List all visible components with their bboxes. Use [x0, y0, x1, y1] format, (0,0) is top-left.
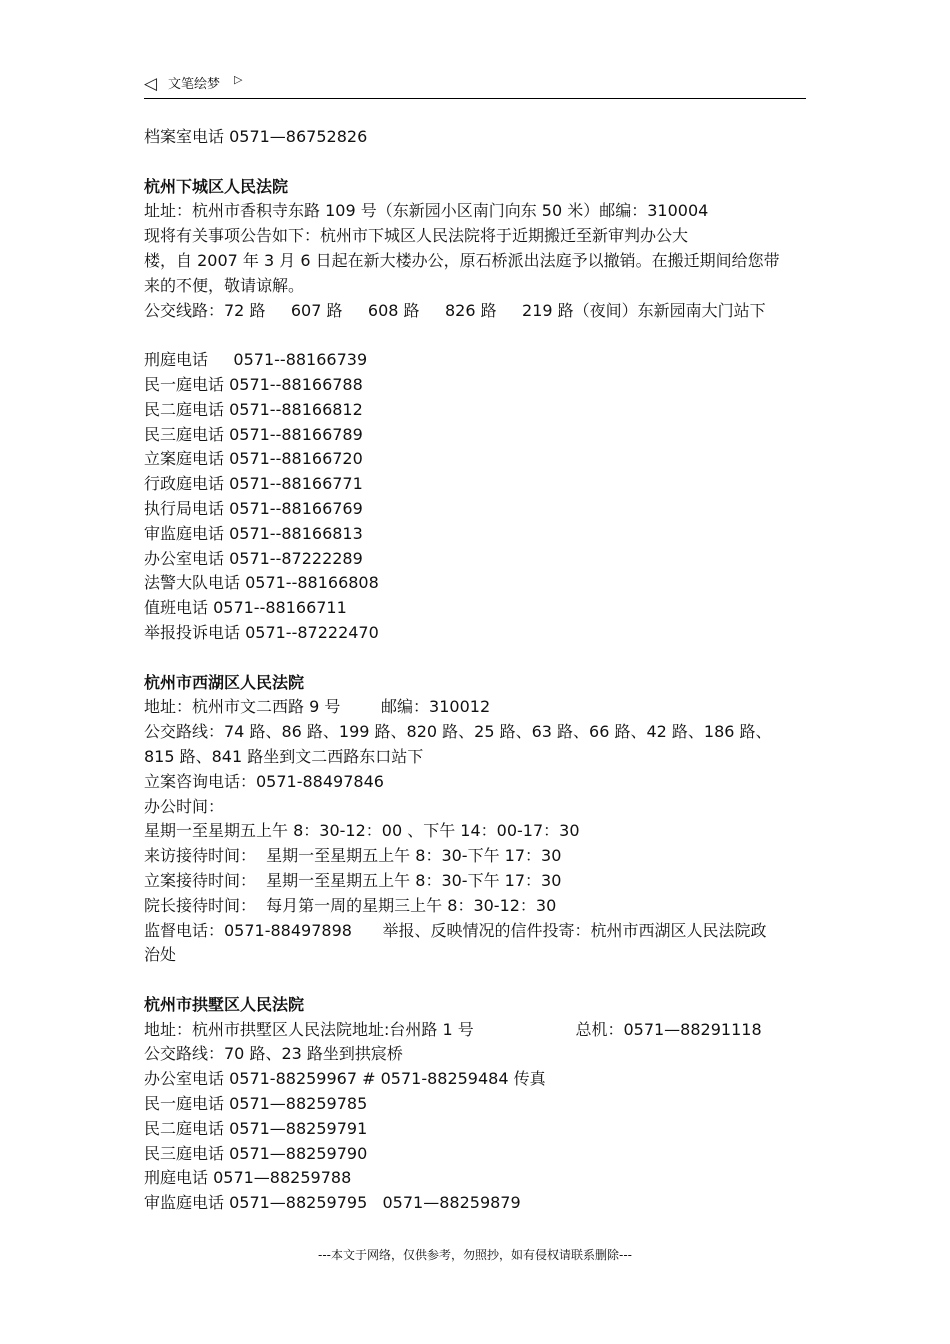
- text-line: 民三庭电话 0571—88259790: [144, 1143, 368, 1163]
- left-triangle-icon: ◁: [144, 74, 158, 94]
- text-line: 地址：杭州市文二西路 9 号 邮编：310012: [144, 697, 491, 717]
- text-line: 星期一至星期五上午 8：30-12：00 、下午 14：00-17：30: [144, 821, 580, 841]
- text-line: 立案接待时间： 星期一至星期五上午 8：30-下午 17：30: [144, 870, 562, 890]
- header-title: 文笔绘梦: [168, 77, 221, 92]
- section-heading: 杭州市拱墅区人民法院: [144, 994, 305, 1014]
- text-line: 公交路线：70 路、23 路坐到拱宸桥: [144, 1044, 403, 1064]
- text-line: 民三庭电话 0571--88166789: [144, 424, 363, 444]
- text-line: 刑庭电话 0571—88259788: [144, 1168, 352, 1188]
- blank-line: [144, 323, 824, 348]
- text-line: 举报投诉电话 0571--87222470: [144, 622, 379, 642]
- text-line: 立案咨询电话：0571-88497846: [144, 771, 384, 791]
- text-line: 法警大队电话 0571--88166808: [144, 573, 379, 593]
- text-line: 址址：杭州市香积寺东路 109 号（东新园小区南门向东 50 米）邮编：310004: [144, 201, 709, 221]
- text-line: 公交线路：72 路 607 路 608 路 826 路 219 路（夜间）东新园南大门站下: [144, 300, 766, 320]
- text-line: 815 路、841 路坐到文二西路东口站下: [144, 746, 424, 766]
- text-line: 民二庭电话 0571--88166812: [144, 399, 363, 419]
- footer-disclaimer: ---本文于网络，仅供参考，勿照抄，如有侵权请联系删除---: [318, 1248, 632, 1262]
- blank-line: [144, 646, 824, 671]
- text-line: 审监庭电话 0571—88259795 0571—88259879: [144, 1193, 521, 1213]
- text-line: 监督电话：0571-88497898 举报、反映情况的信件投寄：杭州市西湖区人民法院政: [144, 920, 767, 940]
- section-heading: 杭州下城区人民法院: [144, 176, 289, 196]
- text-line: 民一庭电话 0571--88166788: [144, 374, 363, 394]
- text-line: 执行局电话 0571--88166769: [144, 498, 363, 518]
- text-line: 档案室电话 0571—86752826: [144, 127, 368, 146]
- text-line: 民二庭电话 0571—88259791: [144, 1118, 368, 1138]
- blank-line: [144, 968, 824, 993]
- text-line: 办公时间：: [144, 796, 225, 816]
- text-line: 治处: [144, 945, 177, 965]
- text-line: 来的不便，敬请谅解。: [144, 275, 305, 295]
- text-line: 立案庭电话 0571--88166720: [144, 449, 363, 469]
- page-header: [144, 72, 806, 99]
- text-line: 办公室电话 0571--87222289: [144, 548, 363, 568]
- text-line: 地址：杭州市拱墅区人民法院地址:台州路 1 号 总机：0571—88291118: [144, 1019, 762, 1039]
- text-line: 值班电话 0571--88166711: [144, 598, 347, 618]
- section-heading: 杭州市西湖区人民法院: [144, 672, 305, 692]
- text-line: 院长接待时间： 每月第一周的星期三上午 8：30-12：30: [144, 895, 557, 915]
- text-line: 办公室电话 0571-88259967 # 0571-88259484 传真: [144, 1069, 546, 1089]
- text-line: 楼，自 2007 年 3 月 6 日起在新大楼办公，原石桥派出法庭予以撤销。在搬迁期间给您带: [144, 250, 780, 270]
- document-body: [144, 125, 824, 1216]
- text-line: 审监庭电话 0571--88166813: [144, 523, 363, 543]
- blank-line: [144, 150, 824, 175]
- text-line: 刑庭电话 0571--88166739: [144, 350, 368, 370]
- text-line: 现将有关事项公告如下：杭州市下城区人民法院将于近期搬迁至新审判办公大: [144, 226, 689, 246]
- text-line: 民一庭电话 0571—88259785: [144, 1094, 368, 1114]
- text-line: 行政庭电话 0571--88166771: [144, 474, 363, 494]
- right-triangle-icon: ▷: [234, 73, 243, 86]
- text-line: 公交路线：74 路、86 路、199 路、820 路、25 路、63 路、66 路、42 路、186 路、: [144, 722, 772, 742]
- text-line: 来访接待时间： 星期一至星期五上午 8：30-下午 17：30: [144, 846, 562, 866]
